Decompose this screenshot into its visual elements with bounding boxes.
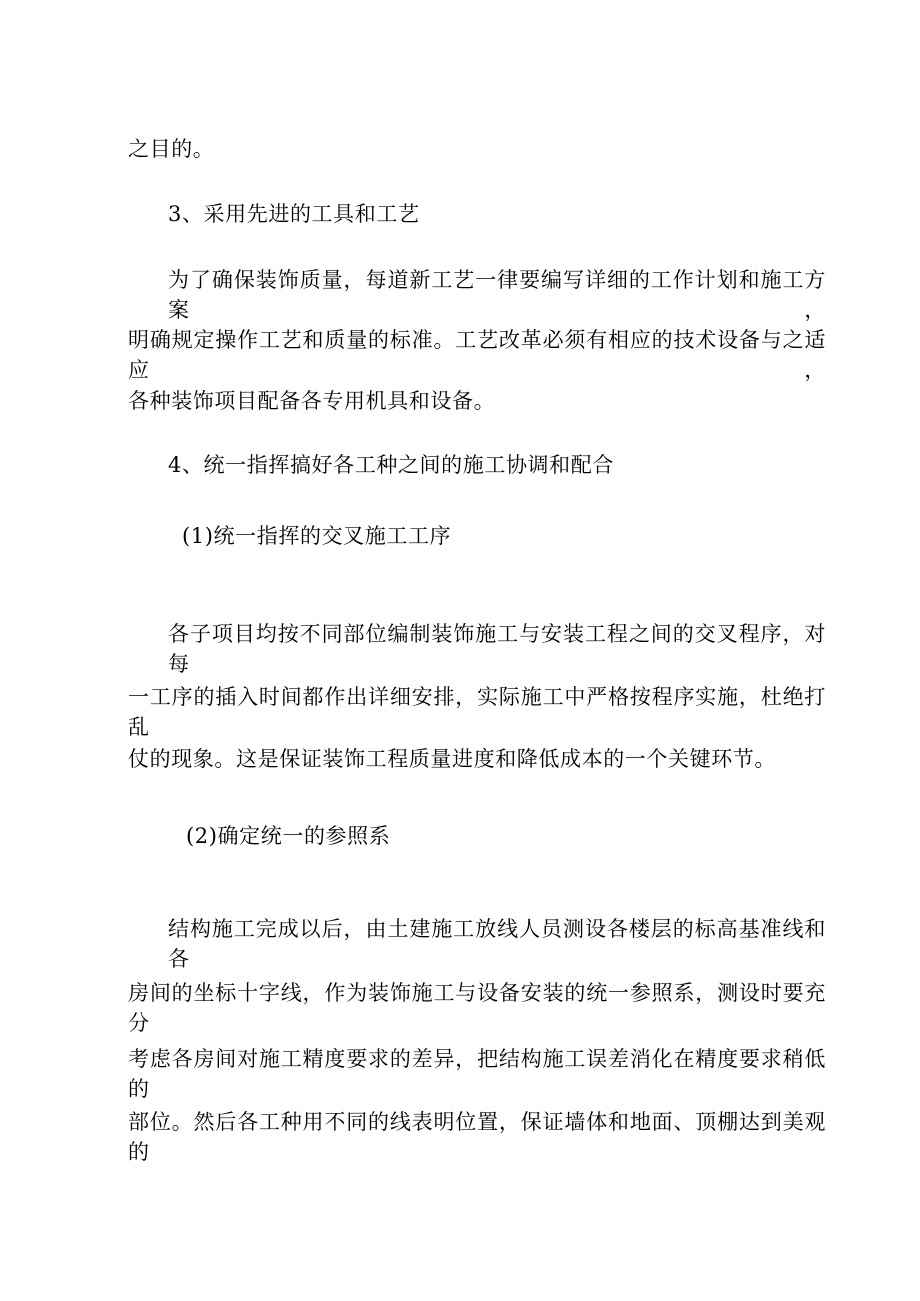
paragraph-continuation-line: 之目的。	[128, 137, 215, 161]
section-heading-4: 4、统一指挥搞好各工种之间的施工协调和配合	[168, 453, 614, 477]
paragraph-line: 各子项目均按不同部位编制装饰施工与安装工程之间的交叉程序，对每	[168, 622, 826, 676]
section-heading-3: 3、采用先进的工具和工艺	[168, 202, 420, 226]
paragraph-line: 一工序的插入时间都作出详细安排，实际施工中严格按程序实施，杜绝打乱	[128, 685, 826, 739]
subsection-heading-1: (1)统一指挥的交叉施工工序	[182, 524, 452, 548]
paragraph-line: 仗的现象。这是保证装饰工程质量进度和降低成本的一个关键环节。	[128, 747, 776, 771]
paragraph-line: 房间的坐标十字线，作为装饰施工与设备安装的统一参照系，测设时要充分	[128, 981, 826, 1035]
paragraph-line: 部位。然后各工种用不同的线表明位置，保证墙体和地面、顶棚达到美观的	[128, 1110, 826, 1164]
subsection-heading-2: (2)确定统一的参照系	[186, 824, 391, 848]
paragraph-line: 为了确保装饰质量，每道新工艺一律要编写详细的工作计划和施工方案，	[168, 268, 826, 322]
paragraph-line: 明确规定操作工艺和质量的标准。工艺改革必须有相应的技术设备与之适应，	[128, 328, 826, 382]
paragraph-line: 结构施工完成以后，由土建施工放线人员测设各楼层的标高基准线和各	[168, 917, 826, 971]
paragraph-line: 考虑各房间对施工精度要求的差异，把结构施工误差消化在精度要求稍低的	[128, 1047, 826, 1101]
paragraph-line: 各种装饰项目配备各专用机具和设备。	[128, 389, 496, 413]
